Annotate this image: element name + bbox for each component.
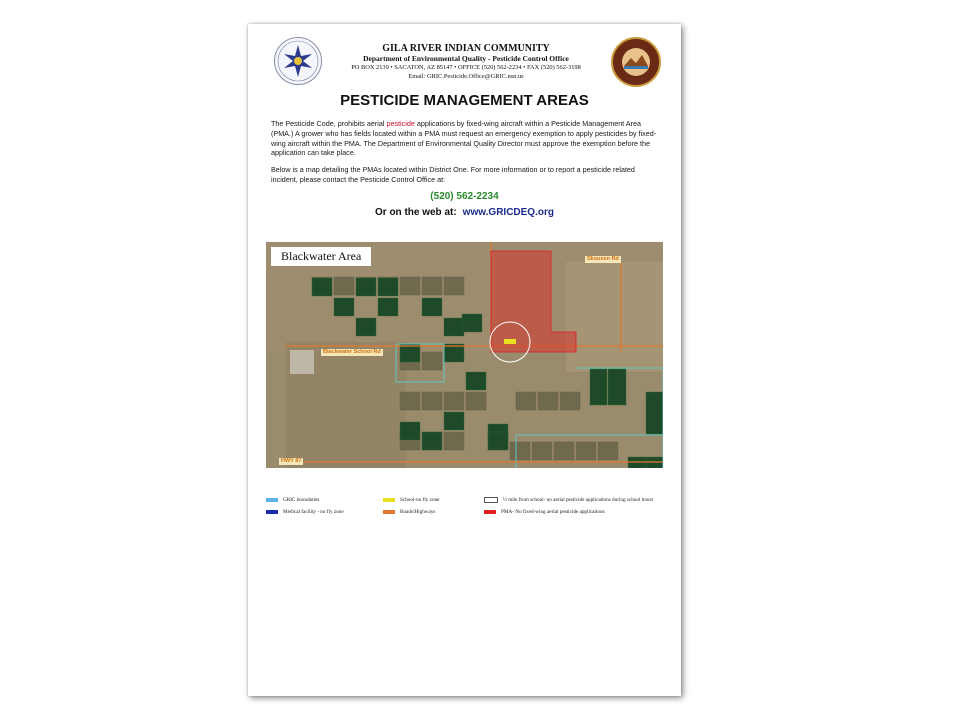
document-page — [248, 24, 681, 696]
road-label-blackwater-school: Blackwater School Rd — [323, 349, 381, 355]
legend-swatch — [383, 498, 395, 502]
intro-paragraph — [271, 119, 663, 158]
legend-swatch — [266, 498, 278, 502]
legend-label: PMA- No fixed-wing aerial pesticide applications — [501, 509, 605, 515]
web-prefix: Or on the web at: — [375, 207, 457, 218]
phone-number[interactable]: (520) 562-2234 — [430, 191, 499, 202]
road-label-skousen: Skousen Rd — [587, 256, 619, 262]
gric-seal-icon — [274, 37, 322, 85]
legend-item — [266, 509, 344, 515]
community-seal-icon — [611, 37, 661, 87]
page-title: PESTICIDE MANAGEMENT AREAS — [340, 92, 589, 109]
legend-item — [484, 497, 653, 503]
department-name: Department of Environmental Quality - Pesticide Control Office — [363, 54, 569, 63]
legend-swatch — [383, 510, 395, 514]
legend-item — [383, 497, 439, 503]
legend-label: Medical facility - no fly zone — [283, 509, 344, 515]
pma-map — [266, 242, 663, 468]
legend-label: ½ mile from school- no aerial pesticide applications during school hours — [503, 497, 654, 503]
email-line: Email: GRIC.Pesticide.Office@GRIC.nsn.us — [408, 73, 524, 80]
legend-label: Roads/Highways — [400, 509, 436, 515]
intro-text-end: applications by fixed-wing aircraft within a Pesticide Management Area (PMA.) A grower who has fields located within a PMA must request an emergency exemption to apply pesticides by fixed-wing aircraft within the PMA. The Department of Environmental Quality Director must approve the exemption before the application can take place. — [271, 119, 657, 158]
road-label-hwy: HWY 87 — [281, 458, 302, 464]
org-name: GILA RIVER INDIAN COMMUNITY — [382, 43, 550, 54]
legend-swatch — [484, 497, 498, 503]
contact-paragraph: Below is a map detailing the PMAs located within District One. For more information or to report a pesticide related incident, please contact the Pesticide Control Office at: — [271, 165, 635, 184]
legend-label: School-no fly zone — [400, 497, 440, 503]
legend-item — [266, 497, 319, 503]
area-label: Blackwater Area — [271, 247, 371, 266]
legend-swatch — [484, 510, 496, 514]
web-link[interactable]: www.GRICDEQ.org — [462, 207, 554, 218]
web-line — [248, 207, 681, 218]
legend-label: GRIC boundaries — [283, 497, 320, 503]
address-line: PO BOX 2139 • SACATON, AZ 85147 • OFFICE (520) 562-2234 • FAX (520) 562-3198 — [351, 64, 581, 71]
intro-text-start: The Pesticide Code, prohibits aerial — [271, 119, 387, 128]
legend-swatch — [266, 510, 278, 514]
legend-item — [383, 509, 435, 515]
pesticide-keyword: pesticide — [386, 119, 415, 128]
legend-item — [484, 509, 605, 515]
